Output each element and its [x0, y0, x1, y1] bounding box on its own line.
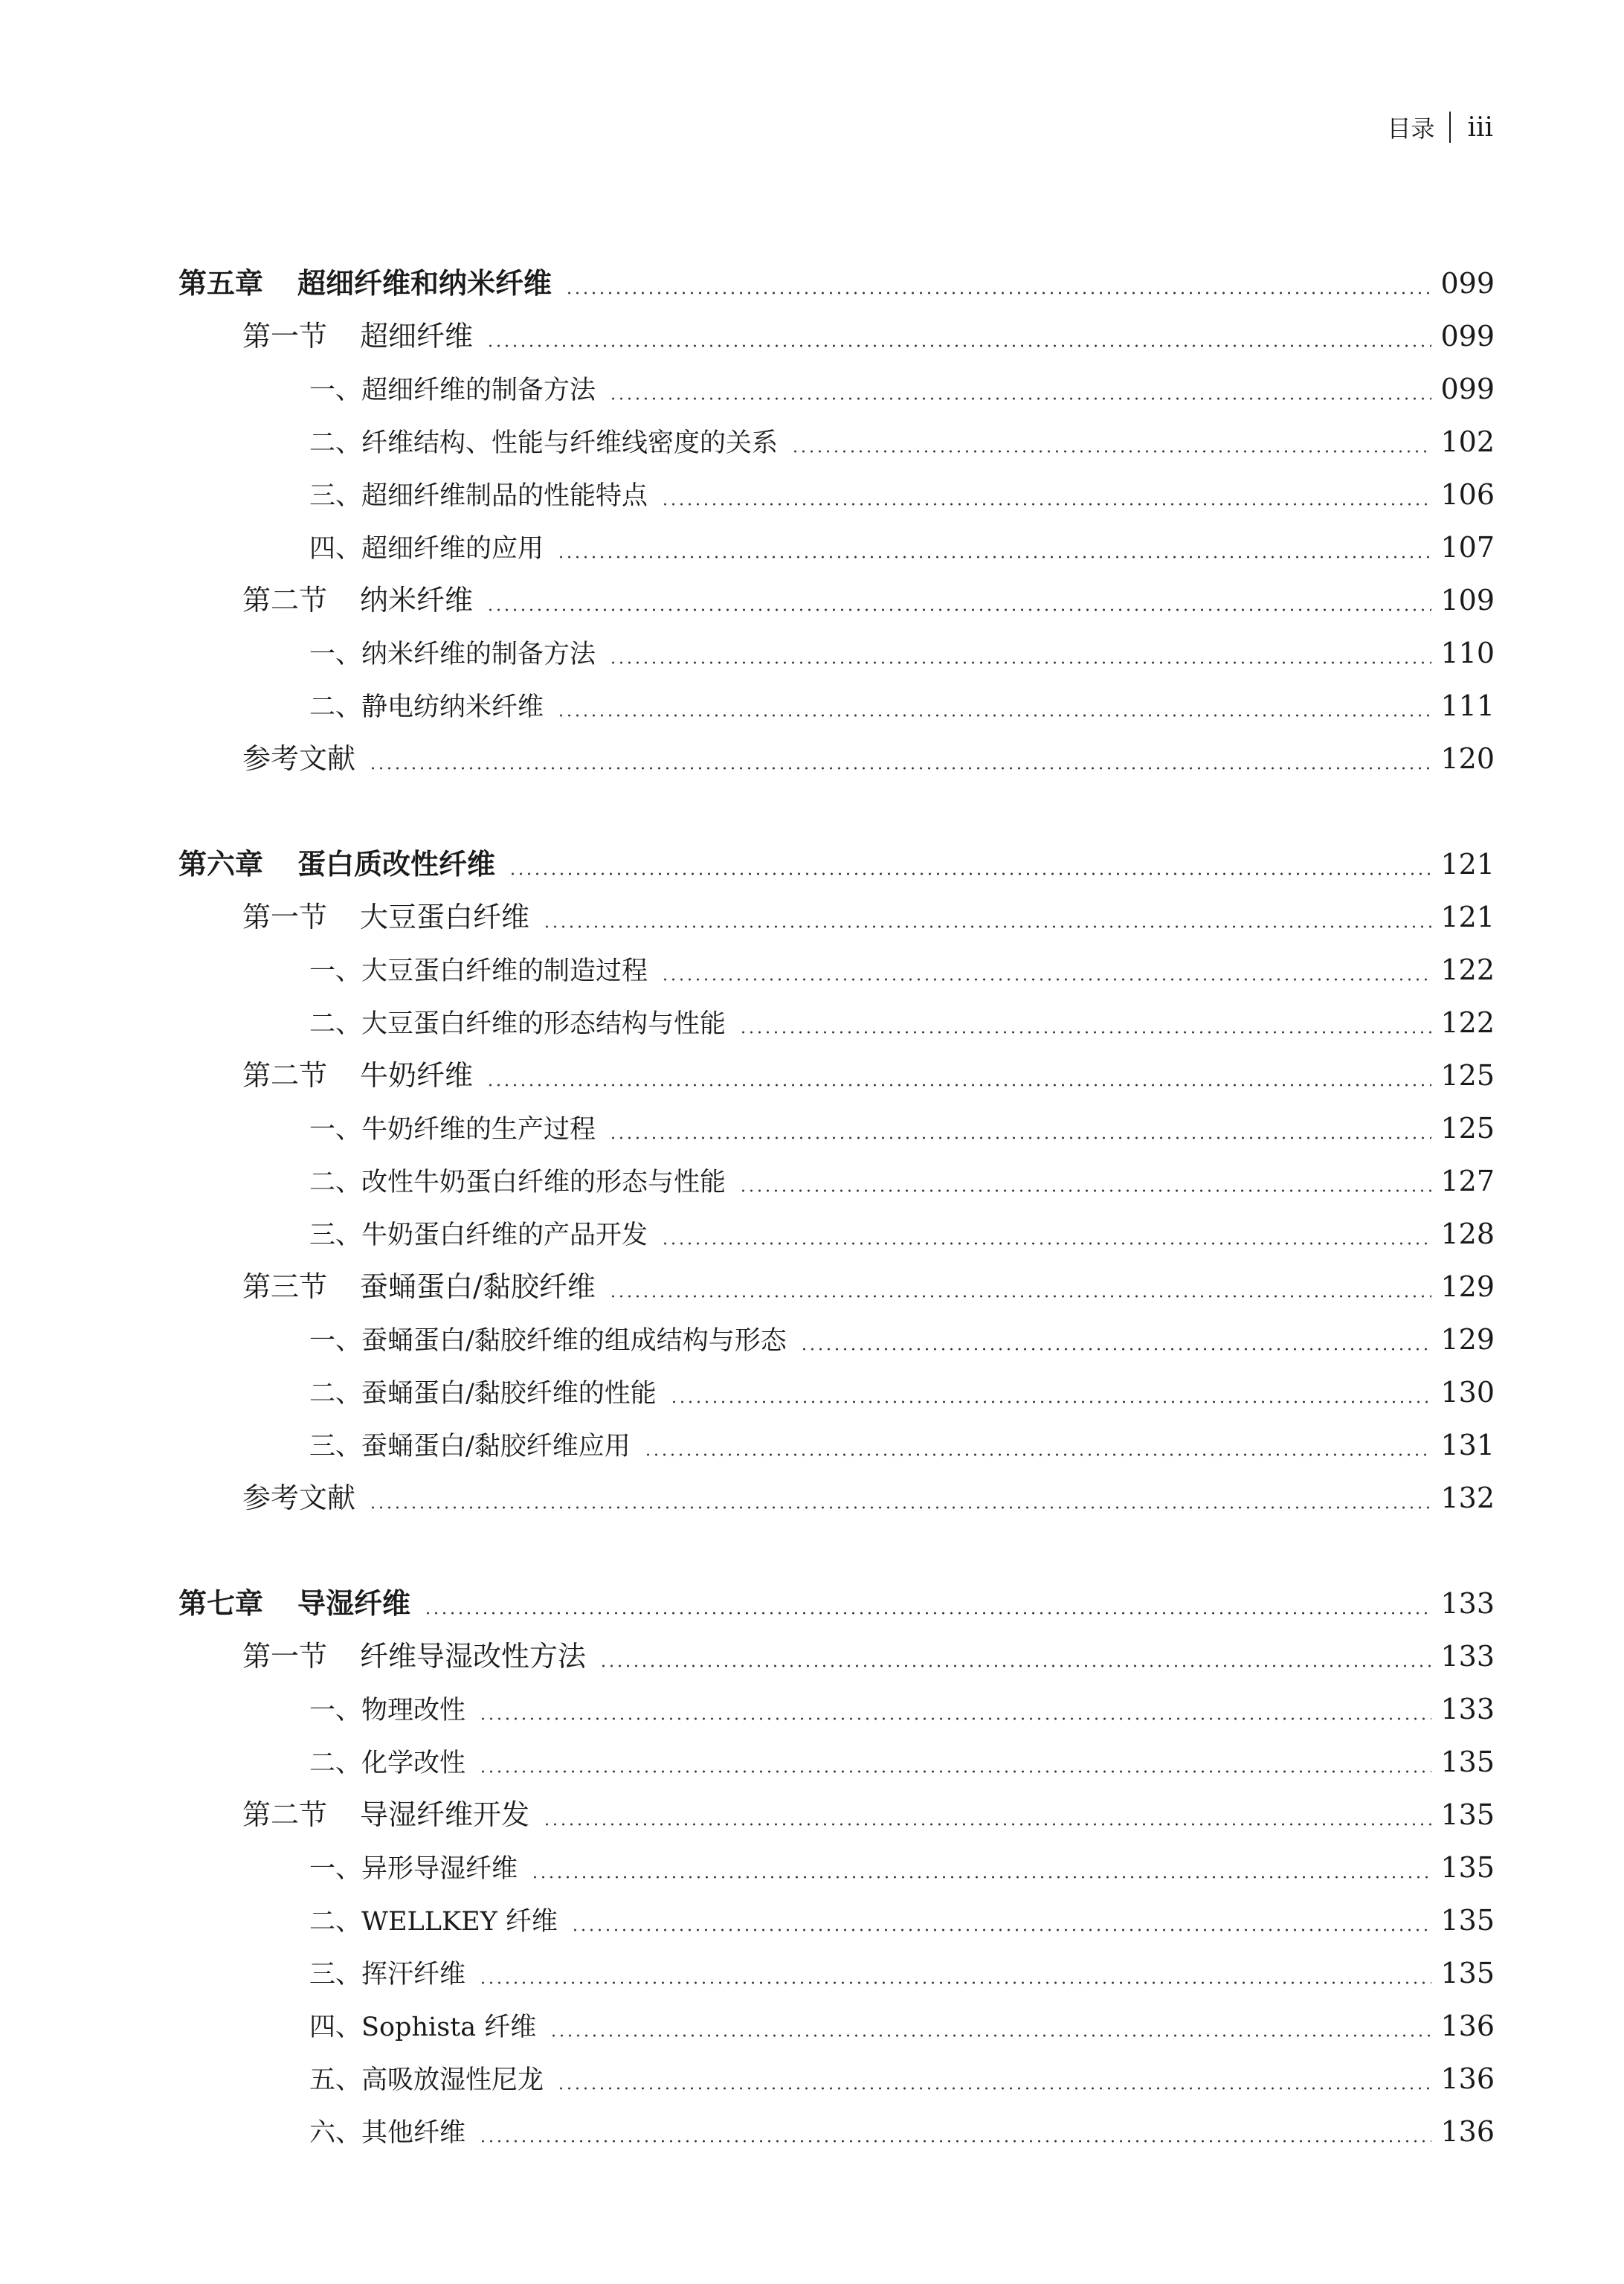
- toc-item-title: 四、超细纤维的应用: [309, 534, 544, 564]
- dot-leader: [479, 1981, 1431, 1984]
- dot-leader: [599, 1664, 1431, 1667]
- toc-page-number: 135: [1440, 1798, 1495, 1831]
- toc-page-number: 133: [1440, 1693, 1495, 1725]
- dot-leader: [486, 608, 1431, 611]
- toc-item-title: 二、化学改性: [309, 1749, 466, 1778]
- running-header: [1387, 110, 1493, 144]
- toc-section-number: 第二节: [242, 1798, 328, 1831]
- toc-page-number: 131: [1440, 1429, 1495, 1461]
- toc-page-number: 107: [1440, 531, 1495, 564]
- dot-leader: [557, 556, 1431, 559]
- toc-item-entry[interactable]: [178, 1313, 1495, 1366]
- toc-item-title: 六、其他纤维: [309, 2118, 466, 2148]
- toc-chapter-entry[interactable]: [178, 257, 1495, 310]
- toc-item-title: 二、改性牛奶蛋白纤维的形态与性能: [309, 1168, 726, 1197]
- toc-item-title: 一、异形导湿纤维: [309, 1854, 518, 1884]
- header-section-label: 目录: [1387, 115, 1435, 143]
- dot-leader: [739, 1189, 1431, 1192]
- dot-leader: [509, 872, 1431, 875]
- toc-section-title: 大豆蛋白纤维: [360, 901, 530, 933]
- toc-item-title: 五、高吸放湿性尼龙: [309, 2065, 544, 2095]
- toc-page-number: 102: [1440, 425, 1495, 458]
- dot-leader: [369, 1506, 1431, 1509]
- toc-ref-entry[interactable]: [178, 1472, 1495, 1525]
- toc-item-entry[interactable]: [178, 1894, 1495, 1947]
- toc-item-entry[interactable]: [178, 2000, 1495, 2053]
- toc-page-number: 125: [1440, 1059, 1495, 1092]
- dot-leader: [531, 1876, 1431, 1879]
- toc-chapter-entry[interactable]: [178, 1577, 1495, 1630]
- toc-item-title: 三、牛奶蛋白纤维的产品开发: [309, 1220, 648, 1250]
- toc-chapter-number: 第六章: [178, 848, 264, 881]
- toc-page-number: 136: [1440, 2062, 1495, 2095]
- toc-item-title: 三、超细纤维制品的性能特点: [309, 481, 648, 511]
- toc-page-number: 127: [1440, 1165, 1495, 1197]
- toc-page-number: 120: [1440, 742, 1495, 775]
- toc-item-entry[interactable]: [178, 627, 1495, 680]
- toc-item-entry[interactable]: [178, 2106, 1495, 2158]
- toc-page-number: 121: [1440, 848, 1495, 881]
- toc-item-title: 二、蚕蛹蛋白/黏胶纤维的性能: [309, 1379, 657, 1409]
- dot-leader: [543, 1823, 1431, 1826]
- dot-leader: [791, 450, 1431, 453]
- dot-leader: [550, 2034, 1431, 2037]
- toc-page-number: 125: [1440, 1112, 1495, 1145]
- toc-item-entry[interactable]: [178, 1683, 1495, 1736]
- toc-section-entry[interactable]: [178, 574, 1495, 627]
- toc-item-entry[interactable]: [178, 1947, 1495, 2000]
- toc-page-number: 099: [1440, 373, 1495, 405]
- dot-leader: [565, 292, 1431, 295]
- toc-page-number: 099: [1440, 320, 1495, 353]
- toc-section-title: 蚕蛹蛋白/黏胶纤维: [360, 1270, 596, 1303]
- toc-item-title: 二、WELLKEY 纤维: [309, 1907, 558, 1937]
- toc-ref-title: 参考文献: [242, 742, 356, 775]
- toc-gap: [178, 785, 1495, 838]
- dot-leader: [609, 1136, 1431, 1139]
- toc-page-number: 129: [1440, 1270, 1495, 1303]
- toc-page-number: 130: [1440, 1376, 1495, 1409]
- toc-section-number: 第一节: [242, 901, 328, 933]
- dot-leader: [557, 714, 1431, 717]
- toc-item-title: 一、牛奶纤维的生产过程: [309, 1115, 596, 1145]
- toc-item-title: 一、蚕蛹蛋白/黏胶纤维的组成结构与形态: [309, 1326, 787, 1356]
- toc-item-entry[interactable]: [178, 1366, 1495, 1419]
- toc-page-number: 128: [1440, 1217, 1495, 1250]
- toc-section-number: 第一节: [242, 320, 328, 353]
- header-page-number: iii: [1467, 112, 1493, 143]
- toc-page-number: 099: [1440, 267, 1495, 300]
- toc-item-title: 一、物理改性: [309, 1696, 466, 1725]
- toc-chapter-title: 导湿纤维: [297, 1587, 411, 1620]
- dot-leader: [479, 1717, 1431, 1720]
- toc-page-number: 110: [1440, 637, 1495, 669]
- toc-item-title: 一、超细纤维的制备方法: [309, 376, 596, 405]
- toc-section-number: 第二节: [242, 584, 328, 617]
- dot-leader: [661, 1242, 1431, 1245]
- toc-item-entry[interactable]: [178, 1841, 1495, 1894]
- toc-page-number: 135: [1440, 1851, 1495, 1884]
- toc-section-entry[interactable]: [178, 1049, 1495, 1102]
- toc-chapter-number: 第七章: [178, 1587, 264, 1620]
- toc-item-title: 一、纳米纤维的制备方法: [309, 640, 596, 669]
- toc-ref-entry[interactable]: [178, 733, 1495, 785]
- toc-item-title: 二、静电纺纳米纤维: [309, 692, 544, 722]
- toc-section-title: 纳米纤维: [360, 584, 474, 617]
- toc-section-entry[interactable]: [178, 891, 1495, 944]
- toc-page-number: 132: [1440, 1482, 1495, 1514]
- dot-leader: [486, 1084, 1431, 1087]
- toc-page-number: 122: [1440, 953, 1495, 986]
- toc-item-entry[interactable]: [178, 363, 1495, 416]
- toc-section-title: 纤维导湿改性方法: [360, 1640, 587, 1673]
- dot-leader: [670, 1400, 1432, 1403]
- toc-item-title: 二、纤维结构、性能与纤维线密度的关系: [309, 428, 779, 458]
- toc-page-number: 133: [1440, 1587, 1495, 1620]
- dot-leader: [479, 1770, 1431, 1773]
- toc-section-number: 第二节: [242, 1059, 328, 1092]
- toc-chapter-title: 超细纤维和纳米纤维: [297, 267, 552, 300]
- toc-page-number: 111: [1440, 689, 1495, 722]
- toc-item-title: 三、蚕蛹蛋白/黏胶纤维应用: [309, 1432, 631, 1461]
- toc-gap: [178, 1525, 1495, 1577]
- toc-item-entry[interactable]: [178, 1736, 1495, 1789]
- toc-page-number: 136: [1440, 2115, 1495, 2148]
- toc-page-number: 129: [1440, 1323, 1495, 1356]
- toc-item-title: 四、Sophista 纤维: [309, 2013, 537, 2042]
- toc-chapter-title: 蛋白质改性纤维: [297, 848, 496, 881]
- toc-item-entry[interactable]: [178, 2053, 1495, 2106]
- toc-section-title: 导湿纤维开发: [360, 1798, 530, 1831]
- toc-item-entry[interactable]: [178, 416, 1495, 469]
- toc-page-number: 135: [1440, 1904, 1495, 1937]
- dot-leader: [609, 1295, 1432, 1298]
- dot-leader: [424, 1612, 1431, 1615]
- toc-section-entry[interactable]: [178, 1630, 1495, 1683]
- dot-leader: [571, 1928, 1432, 1931]
- dot-leader: [609, 661, 1431, 664]
- toc-chapter-entry[interactable]: [178, 838, 1495, 891]
- toc-section-entry[interactable]: [178, 1261, 1495, 1313]
- toc-page-number: 121: [1440, 901, 1495, 933]
- toc-section-entry[interactable]: [178, 1789, 1495, 1841]
- toc-item-title: 一、大豆蛋白纤维的制造过程: [309, 956, 648, 986]
- toc-page-number: 136: [1440, 2010, 1495, 2042]
- toc-item-title: 三、挥汗纤维: [309, 1960, 466, 1989]
- dot-leader: [369, 767, 1431, 770]
- toc-section-number: 第三节: [242, 1270, 328, 1303]
- dot-leader: [800, 1348, 1432, 1351]
- toc-item-entry[interactable]: [178, 521, 1495, 574]
- dot-leader: [486, 344, 1431, 347]
- toc-page-number: 109: [1440, 584, 1495, 617]
- toc-page-number: 106: [1440, 478, 1495, 511]
- table-of-contents: [178, 257, 1495, 2158]
- toc-page-number: 135: [1440, 1957, 1495, 1989]
- dot-leader: [543, 925, 1431, 928]
- toc-section-entry[interactable]: [178, 310, 1495, 363]
- toc-page-number: 122: [1440, 1006, 1495, 1039]
- dot-leader: [479, 2140, 1431, 2143]
- toc-ref-title: 参考文献: [242, 1482, 356, 1514]
- toc-section-number: 第一节: [242, 1640, 328, 1673]
- header-divider: [1449, 112, 1451, 143]
- toc-section-title: 超细纤维: [360, 320, 474, 353]
- dot-leader: [557, 2087, 1431, 2090]
- toc-chapter-number: 第五章: [178, 267, 264, 300]
- toc-item-entry[interactable]: [178, 1208, 1495, 1261]
- toc-item-entry[interactable]: [178, 1155, 1495, 1208]
- dot-leader: [609, 397, 1431, 400]
- toc-page-number: 135: [1440, 1746, 1495, 1778]
- dot-leader: [739, 1031, 1431, 1034]
- toc-item-entry[interactable]: [178, 469, 1495, 521]
- dot-leader: [644, 1453, 1432, 1456]
- toc-item-title: 二、大豆蛋白纤维的形态结构与性能: [309, 1009, 726, 1039]
- toc-page-number: 133: [1440, 1640, 1495, 1673]
- dot-leader: [661, 978, 1431, 981]
- toc-section-title: 牛奶纤维: [360, 1059, 474, 1092]
- toc-item-entry[interactable]: [178, 997, 1495, 1049]
- toc-item-entry[interactable]: [178, 680, 1495, 733]
- toc-item-entry[interactable]: [178, 1419, 1495, 1472]
- toc-item-entry[interactable]: [178, 1102, 1495, 1155]
- toc-item-entry[interactable]: [178, 944, 1495, 997]
- dot-leader: [661, 503, 1431, 506]
